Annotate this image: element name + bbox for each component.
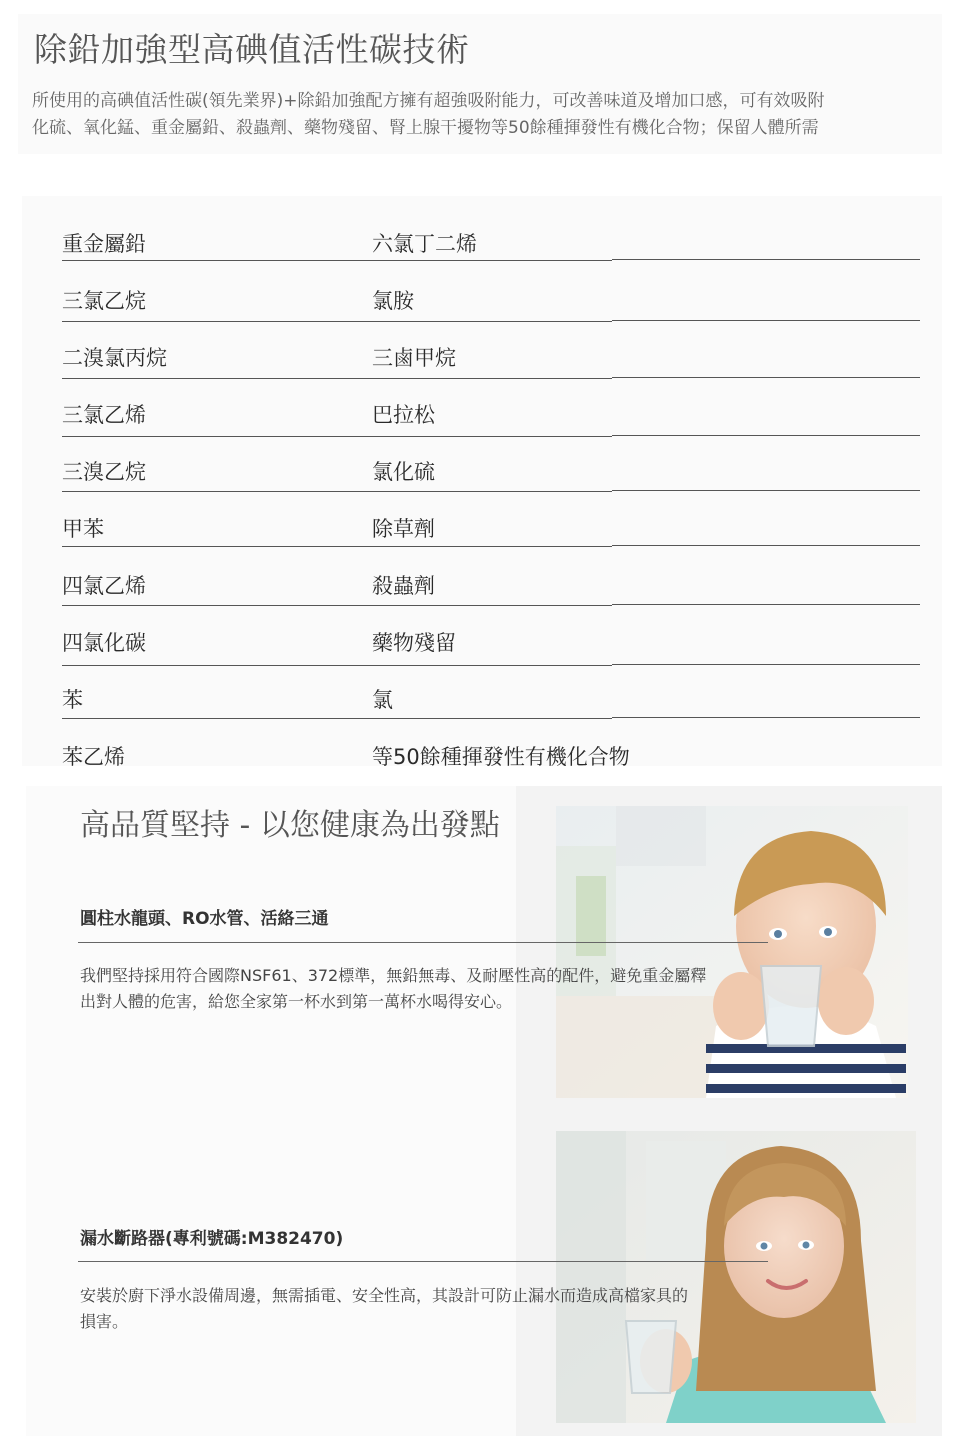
row-divider <box>612 664 920 665</box>
feature-divider <box>78 942 768 943</box>
row-divider <box>612 490 920 491</box>
row-divider <box>612 545 920 546</box>
feature-description <box>80 1283 688 1335</box>
row-divider <box>62 605 612 606</box>
table-cell: 二溴氯丙烷 <box>62 346 167 370</box>
feature-description <box>80 963 706 1015</box>
row-divider <box>62 321 612 322</box>
row-divider <box>612 604 920 605</box>
table-row <box>22 495 942 552</box>
table-row <box>22 438 942 495</box>
table-row <box>22 552 942 609</box>
description-line: 出對人體的危害，給您全家第一杯水到第一萬杯水喝得安心。 <box>80 992 513 1011</box>
table-cell: 苯乙烯 <box>62 745 125 769</box>
row-divider <box>612 717 920 718</box>
description-line: 損害。 <box>80 1312 129 1331</box>
description-line: 我們堅持採用符合國際NSF61、372標準，無鉛無毒、及耐壓性高的配件，避免重金屬釋 <box>80 966 707 985</box>
table-cell: 三鹵甲烷 <box>372 346 456 370</box>
table-cell: 三氯乙烷 <box>62 289 146 313</box>
feature-divider <box>78 1261 768 1262</box>
table-cell: 除草劑 <box>372 517 435 541</box>
table-row <box>22 267 942 324</box>
table-cell: 六氯丁二烯 <box>372 232 477 256</box>
row-divider <box>612 320 920 321</box>
table-cell: 氯化硫 <box>372 460 435 484</box>
section-title: 除鉛加強型高碘值活性碳技術 <box>34 30 470 69</box>
row-divider <box>612 377 920 378</box>
contaminant-table <box>22 196 942 769</box>
row-divider <box>612 435 920 436</box>
girl-drinking-photo <box>556 1131 916 1423</box>
table-cell: 氯胺 <box>372 289 414 313</box>
table-cell: 氯 <box>372 688 393 712</box>
table-cell: 三氯乙烯 <box>62 403 146 427</box>
row-divider <box>62 546 612 547</box>
table-cell: 殺蟲劑 <box>372 574 435 598</box>
table-row <box>22 324 942 381</box>
feature-title: 漏水斷路器(專利號碼:M382470) <box>80 1229 344 1249</box>
table-cell: 等50餘種揮發性有機化合物 <box>372 745 630 769</box>
table-cell: 藥物殘留 <box>372 631 456 655</box>
boy-drinking-photo <box>556 806 908 1098</box>
table-row <box>22 666 942 723</box>
table-cell: 苯 <box>62 688 83 712</box>
description-line: 所使用的高碘值活性碳(領先業界)+除鉛加強配方擁有超強吸附能力，可改善味道及增加口感，可有效吸附 <box>32 91 825 111</box>
row-divider <box>612 259 920 260</box>
description-line: 安裝於廚下淨水設備周邊，無需插電、安全性高，其設計可防止漏水而造成高檔家具的 <box>80 1286 689 1305</box>
section-description <box>32 88 942 148</box>
description-line: 化硫、氧化錳、重金屬鉛、殺蟲劑、藥物殘留、腎上腺干擾物等50餘種揮發性有機化合物；保留人體所需 <box>32 118 819 138</box>
table-row <box>22 723 942 780</box>
row-divider <box>62 665 612 666</box>
table-cell: 四氯乙烯 <box>62 574 146 598</box>
table-cell: 巴拉松 <box>372 403 435 427</box>
intro-section <box>18 14 942 154</box>
table-cell: 四氯化碳 <box>62 631 146 655</box>
section-title: 高品質堅持 - 以您健康為出發點 <box>80 808 500 843</box>
table-cell: 重金屬鉛 <box>62 232 146 256</box>
row-divider <box>62 378 612 379</box>
table-row <box>22 381 942 438</box>
row-divider <box>62 436 612 437</box>
row-divider <box>62 260 612 261</box>
feature-title: 圓柱水龍頭、RO水管、活絡三通 <box>80 909 329 929</box>
row-divider <box>62 491 612 492</box>
table-cell: 甲苯 <box>62 517 104 541</box>
table-cell: 三溴乙烷 <box>62 460 146 484</box>
row-divider <box>62 718 612 719</box>
table-row <box>22 609 942 666</box>
